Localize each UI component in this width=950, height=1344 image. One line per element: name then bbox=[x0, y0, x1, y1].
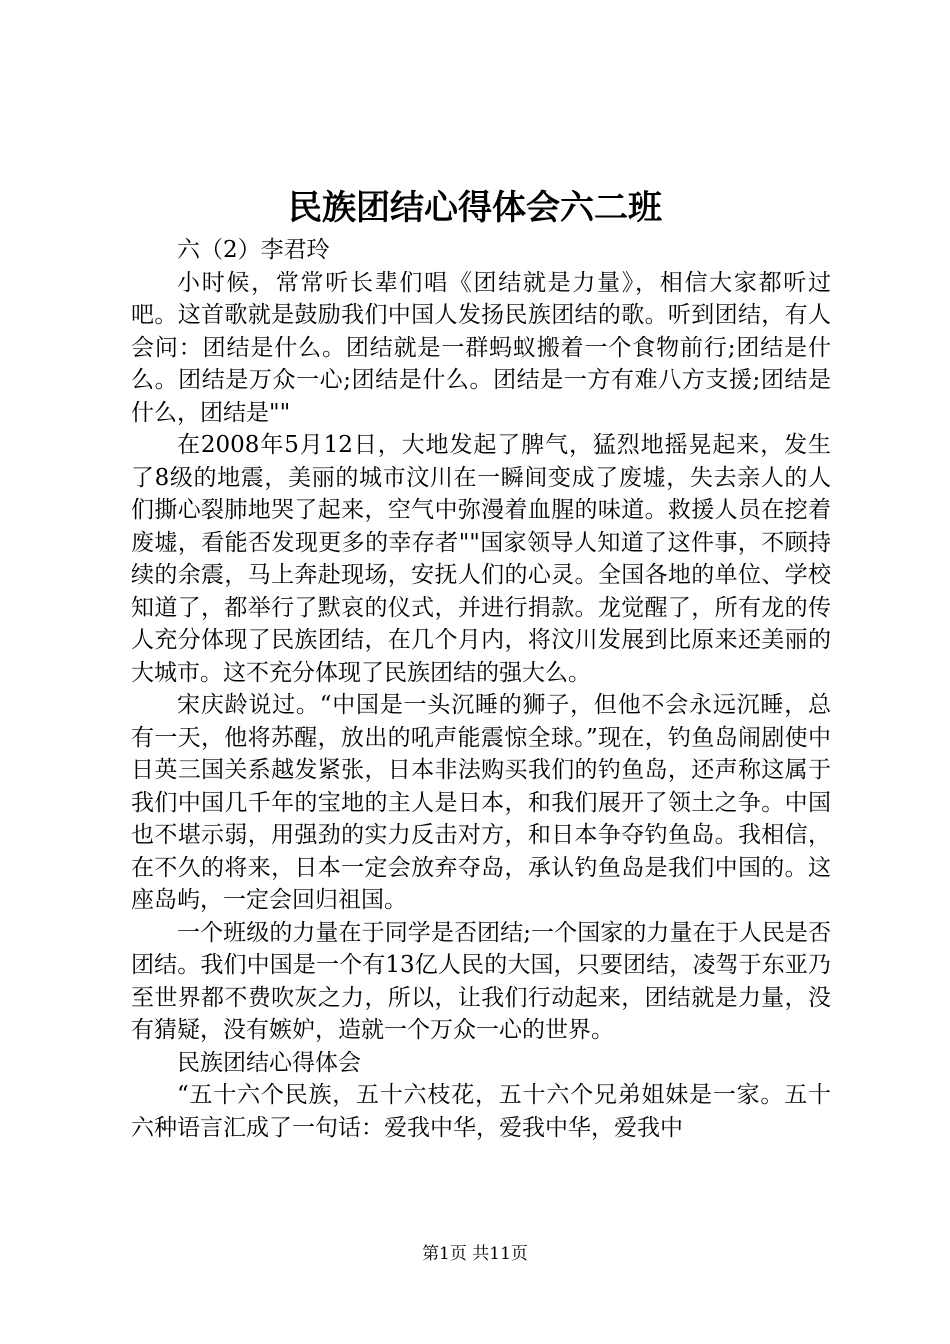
body-paragraph: 一个班级的力量在于同学是否团结;一个国家的力量在于人民是否团结。我们中国是一个有13亿人民的大国，只要团结，凌驾于东亚乃至世界都不费吹灰之力，所以，让我们行动起来，团结就是力量，没有猜疑，没有嫉妒，造就一个万众一心的世界。 bbox=[131, 919, 831, 1043]
body-paragraph: “五十六个民族，五十六枝花，五十六个兄弟姐妹是一家。五十六种语言汇成了一句话：爱我中华，爱我中华，爱我中 bbox=[131, 1082, 831, 1141]
document-body bbox=[131, 234, 831, 1144]
page-footer: 第1页 共11页 bbox=[422, 1244, 528, 1264]
body-paragraph: 小时候，常常听长辈们唱《团结就是力量》，相信大家都听过吧。这首歌就是鼓励我们中国人发扬民族团结的歌。听到团结，有人会问：团结是什么。团结就是一群蚂蚁搬着一个食物前行;团结是什么。团结是万众一心;团结是什么。团结是一方有难八方支援;团结是什么，团结是"" bbox=[131, 269, 831, 426]
author-line: 六（2）李君玲 bbox=[177, 237, 330, 263]
section-heading: 民族团结心得体会 bbox=[177, 1049, 361, 1076]
body-paragraph: 在2008年5月12日，大地发起了脾气，猛烈地摇晃起来，发生了8级的地震，美丽的城市汶川在一瞬间变成了废墟，失去亲人的人们撕心裂肺地哭了起来，空气中弥漫着血腥的味道。救援人员在挖着废墟，看能否发现更多的幸存者""国家领导人知道了这件事，不顾持续的余震，马上奔赴现场，安抚人们的心灵。全国各地的单位、学校知道了，都举行了默哀的仪式，并进行捐款。龙觉醒了，所有龙的传人充分体现了民族团结，在几个月内，将汶川发展到比原来还美丽的大城市。这不充分体现了民族团结的强大么。 bbox=[131, 432, 831, 686]
body-paragraph: 宋庆龄说过。“中国是一头沉睡的狮子，但他不会永远沉睡，总有一天，他将苏醒，放出的吼声能震惊全球。”现在，钓鱼岛闹剧使中日英三国关系越发紧张，日本非法购买我们的钓鱼岛，还声称这属于我们中国几千年的宝地的主人是日本，和我们展开了领土之争。中国也不堪示弱，用强劲的实力反击对方，和日本争夺钓鱼岛。我相信，在不久的将来，日本一定会放弃夺岛，承认钓鱼岛是我们中国的。这座岛屿，一定会回归祖国。 bbox=[131, 692, 831, 913]
document-title: 民族团结心得体会六二班 bbox=[288, 188, 662, 228]
